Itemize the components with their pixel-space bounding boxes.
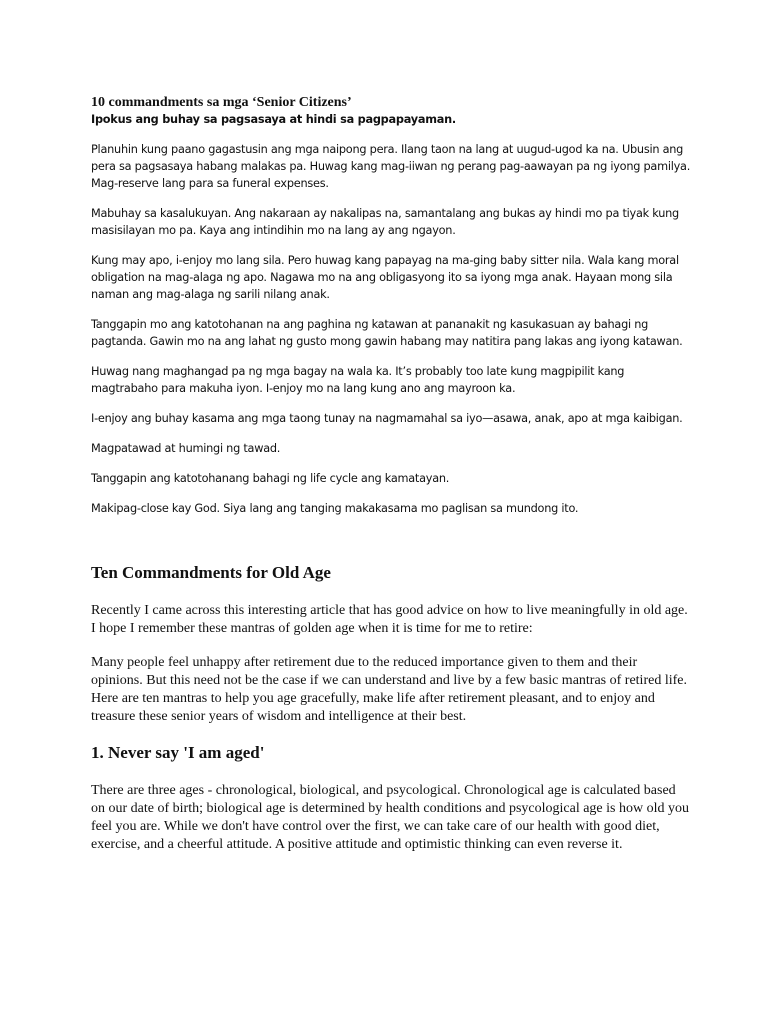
body-paragraph: Many people feel unhappy after retirement due to the reduced importance given to them and their opinions. But this need not be the case if we can understand and live by a few basic mantras of retired life. Here are ten mantras to help you age gracefully, make life after retirement pleasant, and to enjoy and treasure these senior years of wisdom and intelligence at their best.: [91, 655, 687, 724]
commandment-paragraph: Mabuhay sa kasalukuyan. Ang nakaraan ay nakalipas na, samantalang ang bukas ay hindi mo pa tiyak kung masisilayan mo pa. Kaya ang intindihin mo na lang ay ang ngayon.: [91, 207, 679, 237]
commandment-paragraph: Magpatawad at humingi ng tawad.: [91, 442, 281, 455]
filipino-commandments: [91, 111, 691, 517]
document-page: [91, 94, 691, 870]
commandment-paragraph: Tanggapin ang katotohanang bahagi ng life cycle ang kamatayan.: [91, 472, 450, 485]
commandment-paragraph: I-enjoy ang buhay kasama ang mga taong tunay na nagmamahal sa iyo—asawa, anak, apo at mga kaibigan.: [91, 412, 683, 425]
section-heading-ten-commandments: Ten Commandments for Old Age: [91, 563, 331, 582]
section-heading-never-say-aged: 1. Never say 'I am aged': [91, 743, 265, 762]
commandment-paragraph: Huwag nang maghangad pa ng mga bagay na wala ka. It’s probably too late kung magpipilit kang magtrabaho para makuha iyon. I-enjoy mo na lang kung ano ang mayroon ka.: [91, 365, 625, 395]
ten-commandments-intro: [91, 602, 691, 726]
never-say-aged-body: [91, 782, 691, 854]
commandment-paragraph: Ipokus ang buhay sa pagsasaya at hindi sa pagpapayaman.: [91, 113, 456, 126]
commandment-paragraph: Kung may apo, i-enjoy mo lang sila. Pero huwag kang papayag na ma-ging baby sitter nila. Wala kang moral obligation na mag-alaga ng apo. Nagawa mo na ang obligasyong ito sa iyong mga anak. Hayaan mong sila naman ang mag-alaga ng sarili nilang anak.: [91, 254, 679, 301]
document-title: 10 commandments sa mga ‘Senior Citizens’: [91, 95, 352, 110]
commandment-paragraph: Tanggapin mo ang katotohanan na ang paghina ng katawan at pananakit ng kasukasuan ay bahagi ng pagtanda. Gawin mo na ang lahat ng gusto mong gawin habang may natitira pang lakas ang iyong katawan.: [91, 318, 683, 348]
body-paragraph: There are three ages - chronological, biological, and psycological. Chronological age is calculated based on our date of birth; biological age is determined by health conditions and psycological age is how old you feel you are. While we don't have control over the first, we can take care of our health with good diet, exercise, and a cheerful attitude. A positive attitude and optimistic thinking can even reverse it.: [91, 783, 689, 852]
body-paragraph: Recently I came across this interesting article that has good advice on how to live meaningfully in old age. I hope I remember these mantras of golden age when it is time for me to retire:: [91, 603, 688, 636]
commandment-paragraph: Makipag-close kay God. Siya lang ang tanging makakasama mo paglisan sa mundong ito.: [91, 502, 579, 515]
commandment-paragraph: Planuhin kung paano gagastusin ang mga naipong pera. Ilang taon na lang at uugud-ugod ka na. Ubusin ang pera sa pagsasaya habang malakas pa. Huwag kang mag-iiwan ng perang pag-aawayan pa ng iyong pamilya. Mag-reserve lang para sa funeral expenses.: [91, 143, 691, 190]
